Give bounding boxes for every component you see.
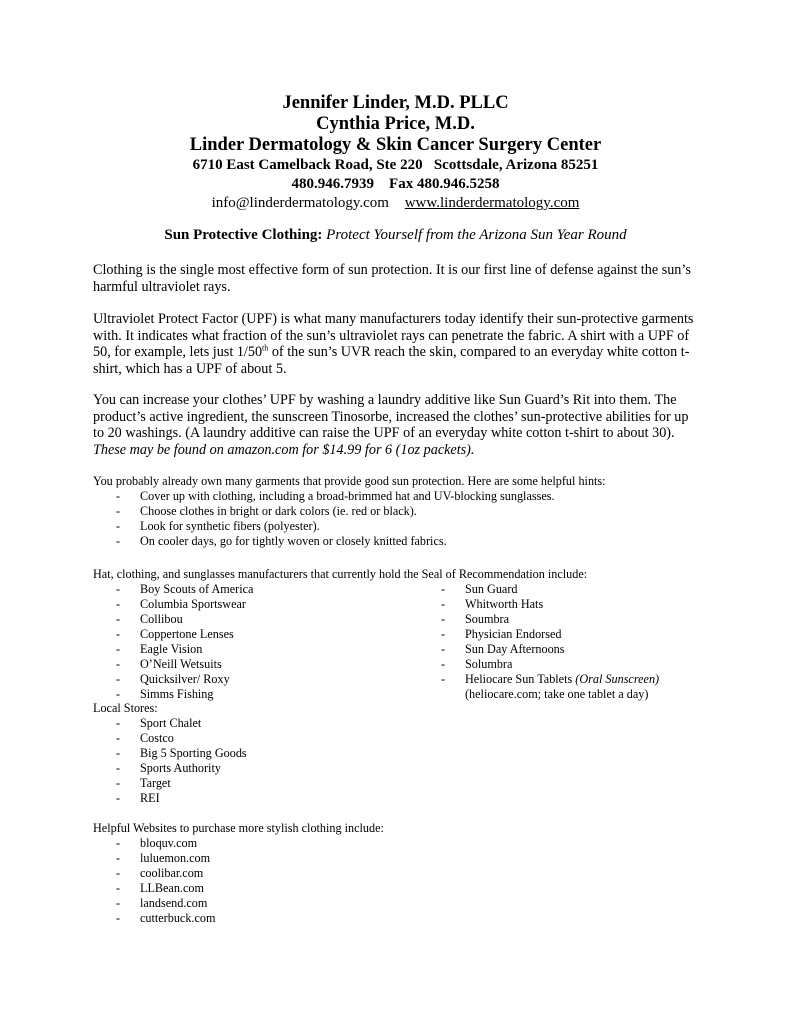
list-item: - landsend.com: [116, 896, 208, 910]
list-item: - Costco: [116, 731, 174, 745]
list-item: - Cover up with clothing, including a broad-brimmed hat and UV-blocking sunglasses.: [116, 489, 555, 503]
title-italic: Protect Yourself from the Arizona Sun Year Round: [326, 227, 627, 243]
paragraph-3: [93, 392, 701, 458]
center-name: Linder Dermatology & Skin Cancer Surgery Center: [189, 135, 602, 155]
list-item: - O’Neill Wetsuits: [116, 657, 222, 671]
phone-fax: 480.946.7939 Fax 480.946.5258: [291, 176, 500, 192]
websites-intro: Helpful Websites to purchase more stylish clothing include:: [93, 821, 384, 835]
list-item: - Simms Fishing: [116, 687, 214, 701]
paragraph-2-part1: Ultraviolet Protect Factor (UPF) is what many manufacturers today identify their sun-protective garments with. It indicates what fraction of the sun’s ultraviolet rays can penetrate the fabric. A shirt with a UPF of 50, for example, lets just 1/50: [93, 311, 694, 360]
paragraph-3-italic: These may be found on amazon.com for $14.99 for 6 (1oz packets).: [93, 441, 475, 458]
list-item: - Soumbra: [441, 612, 510, 626]
list-item: - Physician Endorsed: [441, 627, 562, 641]
website-link[interactable]: www.linderdermatology.com: [404, 195, 580, 211]
list-item: - On cooler days, go for tightly woven or closely knitted fabrics.: [116, 534, 447, 548]
list-item: - coolibar.com: [116, 866, 204, 880]
list-item: - Target: [116, 776, 171, 790]
list-item: - Sports Authority: [116, 761, 221, 775]
list-item: - Big 5 Sporting Goods: [116, 746, 247, 760]
list-item-heliocare: - Heliocare Sun Tablets (Oral Sunscreen): [441, 672, 660, 686]
paragraph-3-text: You can increase your clothes’ UPF by washing a laundry additive like Sun Guard’s Rit into them. The product’s active ingredient, the sunscreen Tinosorbe, increased the clothes’ sun-protective abilities for up to 20 washings. (A laundry additive can raise the UPF of an everyday white cotton t-shirt to about 30).: [93, 392, 689, 441]
list-item: - Sport Chalet: [116, 716, 202, 730]
letterhead: [0, 93, 791, 213]
list-item: - Sun Day Afternoons: [441, 642, 565, 656]
heliocare-note: (heliocare.com; take one tablet a day): [465, 687, 649, 701]
hints-intro: You probably already own many garments that provide good sun protection. Here are some helpful hints:: [93, 474, 606, 488]
list-item: - LLBean.com: [116, 881, 204, 895]
paragraph-2: [93, 311, 701, 377]
list-item: - Boy Scouts of America: [116, 582, 254, 596]
list-item: - luluemon.com: [116, 851, 211, 865]
document-title: [0, 226, 791, 245]
paragraph-2-part2: of the sun’s UVR reach the skin, compared to an everyday white cotton t-shirt, which has a UPF of about 5.: [93, 344, 690, 377]
address: 6710 East Camelback Road, Ste 220 Scottsdale, Arizona 85251: [192, 157, 599, 173]
list-item: - Look for synthetic fibers (polyester).: [116, 519, 320, 533]
list-item: - Whitworth Hats: [441, 597, 544, 611]
list-item: - Eagle Vision: [116, 642, 203, 656]
physician-name: Cynthia Price, M.D.: [316, 114, 475, 134]
contact-line: [0, 194, 791, 213]
list-item: - Solumbra: [441, 657, 513, 671]
list-item: - cutterbuck.com: [116, 911, 216, 925]
list-item: - Sun Guard: [441, 582, 518, 596]
list-item: - Collibou: [116, 612, 183, 626]
title-bold: Sun Protective Clothing:: [164, 227, 323, 243]
practice-name: Jennifer Linder, M.D. PLLC: [282, 93, 509, 113]
list-item: - Choose clothes in bright or dark colors (ie. red or black).: [116, 504, 417, 518]
manufacturers-intro: Hat, clothing, and sunglasses manufacturers that currently hold the Seal of Recommendation include:: [93, 567, 588, 581]
email-text: info@linderdermatology.com: [211, 195, 389, 211]
list-item: - REI: [116, 791, 160, 805]
list-item: - Coppertone Lenses: [116, 627, 234, 641]
local-stores-label: Local Stores:: [93, 701, 158, 715]
list-item: - bloquv.com: [116, 836, 198, 850]
superscript-th: th: [262, 343, 269, 353]
paragraph-1: Clothing is the single most effective form of sun protection. It is our first line of defense against the sun’s harmful ultraviolet rays.: [93, 262, 691, 295]
list-item: - Quicksilver/ Roxy: [116, 672, 230, 686]
list-item: - Columbia Sportswear: [116, 597, 246, 611]
